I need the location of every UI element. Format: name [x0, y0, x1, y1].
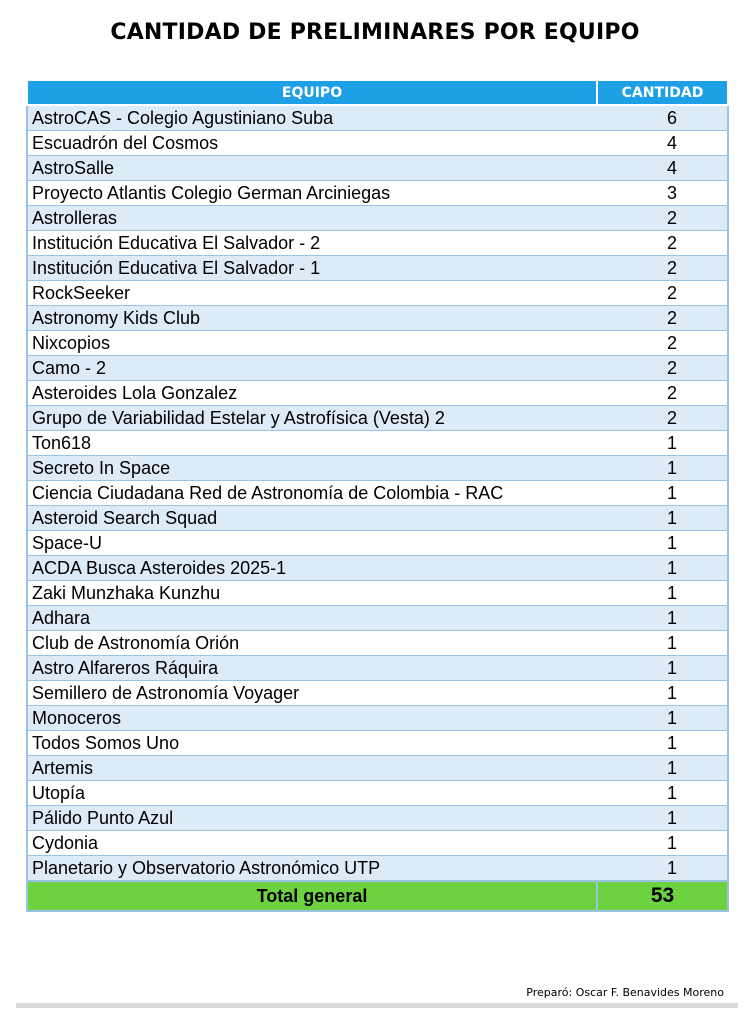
quantity-cell: 1 — [597, 831, 728, 856]
team-name-cell: Proyecto Atlantis Colegio German Arciniegas — [27, 181, 597, 206]
table-row — [27, 556, 728, 581]
team-name-cell: Zaki Munzhaka Kunzhu — [27, 581, 597, 606]
table-row — [27, 531, 728, 556]
team-name-cell: Grupo de Variabilidad Estelar y Astrofísica (Vesta) 2 — [27, 406, 597, 431]
team-name-cell: Utopía — [27, 781, 597, 806]
quantity-cell: 2 — [597, 206, 728, 231]
total-row — [27, 881, 728, 911]
team-name-cell: Asteroides Lola Gonzalez — [27, 381, 597, 406]
table-row — [27, 756, 728, 781]
quantity-cell: 1 — [597, 456, 728, 481]
page-title: CANTIDAD DE PRELIMINARES POR EQUIPO — [110, 20, 640, 45]
quantity-cell: 1 — [597, 581, 728, 606]
table-row — [27, 356, 728, 381]
table-row — [27, 631, 728, 656]
table-row — [27, 231, 728, 256]
table-row — [27, 581, 728, 606]
quantity-cell: 1 — [597, 856, 728, 882]
quantity-cell: 1 — [597, 506, 728, 531]
quantity-cell: 1 — [597, 806, 728, 831]
table-row — [27, 156, 728, 181]
team-name-cell: Astronomy Kids Club — [27, 306, 597, 331]
table-row — [27, 281, 728, 306]
quantity-cell: 1 — [597, 606, 728, 631]
quantity-cell: 1 — [597, 556, 728, 581]
team-name-cell: Camo - 2 — [27, 356, 597, 381]
team-name-cell: Planetario y Observatorio Astronómico UTP — [27, 856, 597, 882]
team-name-cell: Secreto In Space — [27, 456, 597, 481]
team-name-cell: ACDA Busca Asteroides 2025-1 — [27, 556, 597, 581]
quantity-cell: 1 — [597, 481, 728, 506]
table-row — [27, 856, 728, 882]
quantity-cell: 1 — [597, 706, 728, 731]
table-row — [27, 206, 728, 231]
quantity-cell: 2 — [597, 231, 728, 256]
table-row — [27, 481, 728, 506]
table-row — [27, 131, 728, 156]
team-name-cell: AstroCAS - Colegio Agustiniano Suba — [27, 105, 597, 131]
team-name-cell: Asteroid Search Squad — [27, 506, 597, 531]
team-name-cell: Astro Alfareros Ráquira — [27, 656, 597, 681]
table-body — [27, 105, 728, 881]
quantity-cell: 1 — [597, 656, 728, 681]
team-name-cell: Monoceros — [27, 706, 597, 731]
team-name-cell: Ciencia Ciudadana Red de Astronomía de Colombia - RAC — [27, 481, 597, 506]
footer-divider — [16, 1003, 738, 1008]
quantity-cell: 1 — [597, 731, 728, 756]
team-name-cell: Escuadrón del Cosmos — [27, 131, 597, 156]
table-row — [27, 105, 728, 131]
quantity-cell: 2 — [597, 406, 728, 431]
prepared-by-note: Preparó: Oscar F. Benavides Moreno — [526, 986, 724, 999]
quantity-cell: 1 — [597, 531, 728, 556]
quantity-cell: 1 — [597, 631, 728, 656]
table-header-row — [27, 80, 728, 105]
quantity-cell: 1 — [597, 756, 728, 781]
quantity-cell: 2 — [597, 281, 728, 306]
team-name-cell: Semillero de Astronomía Voyager — [27, 681, 597, 706]
table-row — [27, 831, 728, 856]
quantity-cell: 4 — [597, 131, 728, 156]
team-name-cell: Space-U — [27, 531, 597, 556]
team-name-cell: RockSeeker — [27, 281, 597, 306]
total-label: Total general — [27, 881, 597, 911]
table-row — [27, 706, 728, 731]
quantity-cell: 2 — [597, 331, 728, 356]
table-row — [27, 731, 728, 756]
total-value: 53 — [597, 881, 728, 911]
team-name-cell: Ton618 — [27, 431, 597, 456]
table-row — [27, 431, 728, 456]
column-header-team: EQUIPO — [27, 80, 597, 105]
table-row — [27, 181, 728, 206]
table-row — [27, 306, 728, 331]
quantity-cell: 1 — [597, 431, 728, 456]
quantity-cell: 4 — [597, 156, 728, 181]
quantity-cell: 1 — [597, 781, 728, 806]
table-row — [27, 331, 728, 356]
column-header-quantity: CANTIDAD — [597, 80, 728, 105]
team-name-cell: Institución Educativa El Salvador - 1 — [27, 256, 597, 281]
team-name-cell: Artemis — [27, 756, 597, 781]
quantity-cell: 3 — [597, 181, 728, 206]
table-row — [27, 256, 728, 281]
table-row — [27, 656, 728, 681]
table-row — [27, 781, 728, 806]
table-row — [27, 506, 728, 531]
quantity-cell: 1 — [597, 681, 728, 706]
team-name-cell: Todos Somos Uno — [27, 731, 597, 756]
team-name-cell: Astrolleras — [27, 206, 597, 231]
table-row — [27, 681, 728, 706]
table-row — [27, 456, 728, 481]
table-row — [27, 806, 728, 831]
table-row — [27, 606, 728, 631]
team-name-cell: Pálido Punto Azul — [27, 806, 597, 831]
quantity-cell: 2 — [597, 306, 728, 331]
table-row — [27, 381, 728, 406]
team-name-cell: Club de Astronomía Orión — [27, 631, 597, 656]
quantity-cell: 6 — [597, 105, 728, 131]
table-row — [27, 406, 728, 431]
team-name-cell: Nixcopios — [27, 331, 597, 356]
quantity-cell: 2 — [597, 256, 728, 281]
teams-table — [26, 79, 729, 912]
teams-table-container — [26, 79, 727, 912]
quantity-cell: 2 — [597, 356, 728, 381]
team-name-cell: AstroSalle — [27, 156, 597, 181]
quantity-cell: 2 — [597, 381, 728, 406]
team-name-cell: Cydonia — [27, 831, 597, 856]
team-name-cell: Institución Educativa El Salvador - 2 — [27, 231, 597, 256]
team-name-cell: Adhara — [27, 606, 597, 631]
